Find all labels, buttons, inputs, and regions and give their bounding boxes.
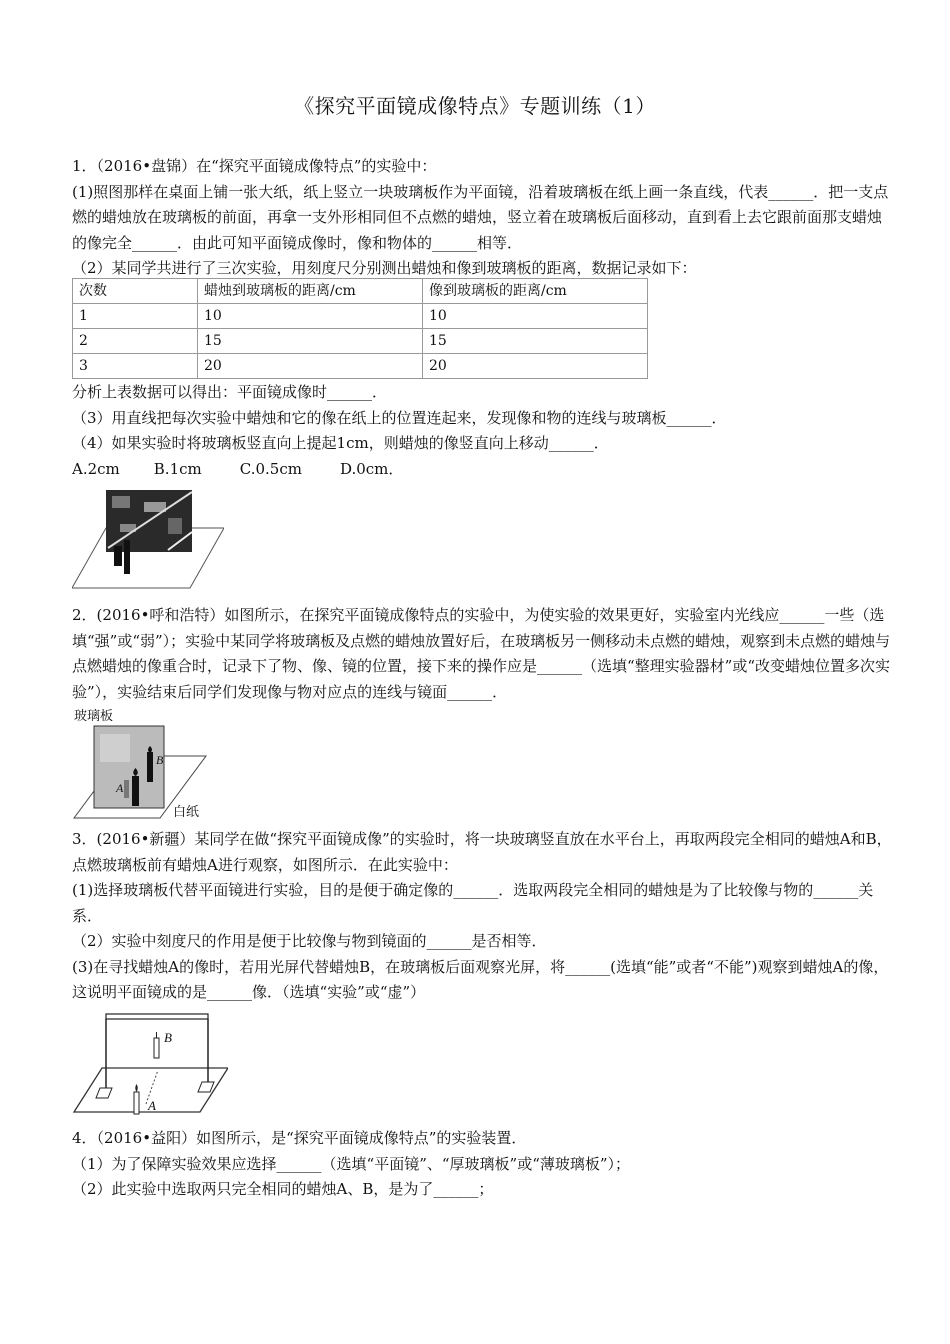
q2-mirror-figure (72, 704, 212, 824)
candle-a-label: A (116, 781, 124, 795)
table-row (73, 329, 648, 354)
option-b: B.1cm (153, 459, 202, 478)
table-cell: 10 (198, 304, 423, 329)
white-paper-label: 白纸 (173, 804, 200, 819)
q4-head: 4．（2016•益阳）如图所示，是“探究平面镜成像特点”的实验装置． (72, 1129, 527, 1147)
q2-text: 2．(2016•呼和浩特）如图所示，在探究平面镜成像特点的实验中，为使实验的效果更好，实验室内光线应______一些（选填“强”或“弱”）；实验中某同学将玻璃板及点燃的蜡烛放置好后，在玻璃板另一侧移动未点燃的蜡烛，观察到未点燃的蜡烛与点燃蜡烛的像重合时，记录下了物、像、镜的位置，接下来的操作应是______（选填“整理实验器材”或“改变蜡烛位置多次实验”），实验结束后同学们发现像与物对应点的连线与镜面______． (72, 606, 891, 701)
q4-part1: （1）为了保障实验效果应选择______（选填“平面镜”、“厚玻璃板”或“薄玻璃板”）； (72, 1154, 631, 1173)
q1-data-table (72, 278, 648, 379)
q3-part3: (3)在寻找蜡烛A的像时，若用光屏代替蜡烛B，在玻璃板后面观察光屏，将______(选填“能”或者“不能”)观察到蜡烛A的像，这说明平面镜成的是______像．（选填“实验”或“虚”） (72, 957, 889, 1001)
table-cell: 3 (73, 354, 198, 379)
q1-part1: (1)照图那样在桌面上铺一张大纸，纸上竖立一块玻璃板作为平面镜，沿着玻璃板在纸上画一条直线，代表______．把一支点燃的蜡烛放在玻璃板的前面，再拿一支外形相同但不点燃的蜡烛，竖立着在玻璃板后面移动，直到看上去它跟前面那支蜡烛的像完全______．由此可知平面镜成像时，像和物体的______相等． (72, 182, 889, 252)
candle-b-label: B (164, 1030, 172, 1045)
q1-part3: 分析上表数据可以得出：平面镜成像时______． (72, 383, 388, 401)
option-a: A.2cm (72, 459, 120, 478)
q1-head: 1．（2016•盘锦）在“探究平面镜成像特点”的实验中： (72, 157, 437, 175)
option-c: C.0.5cm (239, 459, 302, 478)
table-header-cell: 像到玻璃板的距离/cm (423, 279, 648, 304)
table-cell: 10 (423, 304, 648, 329)
table-cell: 15 (198, 329, 423, 354)
page-title: 《探究平面镜成像特点》专题训练（1） (294, 94, 656, 118)
table-cell: 20 (423, 354, 648, 379)
option-d: D.0cm． (339, 459, 404, 478)
table-header-row (73, 279, 648, 304)
q3-part1: (1)选择玻璃板代替平面镜进行实验，目的是便于确定像的______．选取两段完全相同的蜡烛是为了比较像与物的______关系． (72, 881, 874, 925)
glass-plate-label: 玻璃板 (74, 708, 114, 723)
q3-part2: （2）实验中刻度尺的作用是便于比较像与物到镜面的______是否相等． (72, 932, 547, 950)
q1-part5: （4）如果实验时将玻璃板竖直向上提起1cm，则蜡烛的像竖直向上移动______． (72, 434, 609, 452)
table-row (73, 304, 648, 329)
q1-options (72, 457, 892, 483)
table-cell: 15 (423, 329, 648, 354)
question-1-continued (72, 380, 892, 482)
q1-part2: （2）某同学共进行了三次实验，用刻度尺分别测出蜡烛和像到玻璃板的距离，数据记录如下： (72, 259, 697, 277)
table-header-cell: 蜡烛到玻璃板的距离/cm (198, 279, 423, 304)
table-cell: 2 (73, 329, 198, 354)
table-cell: 20 (198, 354, 423, 379)
table-header-cell: 次数 (73, 279, 198, 304)
candle-b-label: B (156, 753, 164, 767)
question-1 (72, 154, 892, 282)
question-4 (72, 1126, 892, 1203)
q3-head: 3．(2016•新疆）某同学在做“探究平面镜成像”的实验时，将一块玻璃竖直放在水平台上，再取两段完全相同的蜡烛A和B，点燃玻璃板前有蜡烛A进行观察，如图所示．在此实验中： (72, 830, 892, 874)
q1-part4: （3）用直线把每次实验中蜡烛和它的像在纸上的位置连起来，发现像和物的连线与玻璃板______． (72, 408, 727, 427)
table-row (73, 354, 648, 379)
question-2 (72, 603, 892, 705)
q4-part2: （2）此实验中选取两只完全相同的蜡烛A、B，是为了______； (72, 1180, 494, 1198)
q3-mirror-figure (72, 1010, 228, 1116)
table-cell: 1 (73, 304, 198, 329)
q1-mirror-figure (72, 488, 224, 594)
candle-a-label: A (148, 1098, 156, 1113)
question-3 (72, 827, 892, 1006)
